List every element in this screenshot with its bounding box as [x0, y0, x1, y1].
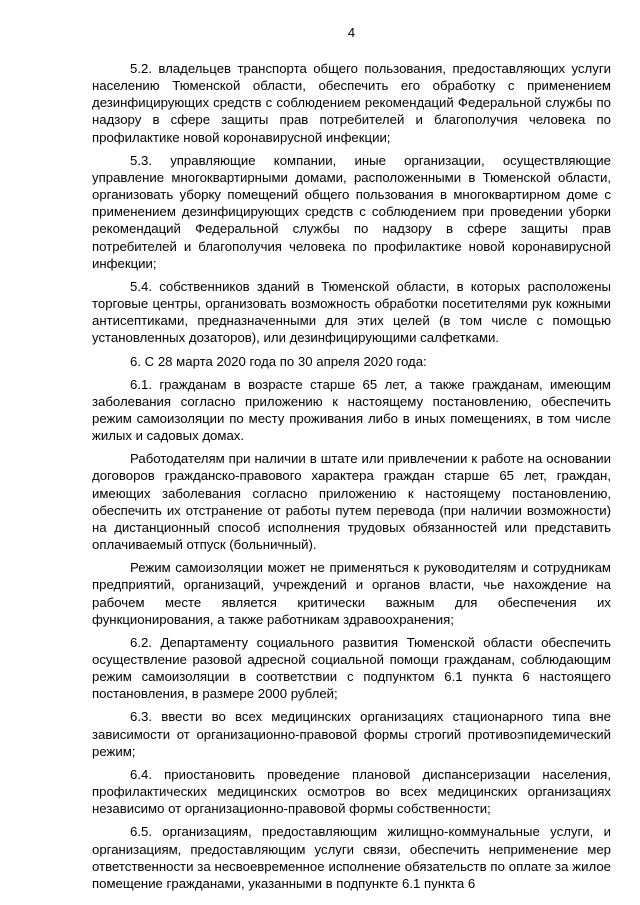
- document-page: [92, 24, 611, 898]
- paragraph-6-1: 6.1. гражданам в возрасте старше 65 лет, а также гражданам, имеющим заболевания согласно приложению к настоящему постановлению, обеспечить режим самоизоляции по месту проживания либо в иных помещениях, в том числе жилых и садовых домах.: [92, 376, 611, 444]
- paragraph-5-2: 5.2. владельцев транспорта общего пользования, предоставляющих услуги населению Тюменской области, обеспечить его обработку с применением дезинфицирующих средств с соблюдением рекомендаций Федеральной службы по надзору в сфере защиты прав потребителей и благополучия человека по профилактике новой коронавирусной инфекции;: [92, 61, 611, 145]
- paragraph-6-3: 6.3. ввести во всех медицинских организациях стационарного типа вне зависимости от организационно-правовой формы строгий противоэпидемический режим;: [92, 709, 611, 759]
- paragraph-6-2: 6.2. Департаменту социального развития Тюменской области обеспечить осуществление разовой адресной социальной помощи гражданам, соблюдающим режим самоизоляции в соответствии с подпунктом 6.1 пункта 6 настоящего постановления, в размере 2000 рублей;: [92, 634, 611, 702]
- paragraph-employers: Работодателям при наличии в штате или привлечении к работе на основании договоров гражданско-правового характера граждан старше 65 лет, граждан, имеющих заболевания согласно приложению к настоящему постановлению, обеспечить их отстранение от работы путем перевода (при наличии возможности) на дистанционный способ исполнения трудовых обязанностей или представить оплачиваемый отпуск (больничный).: [92, 451, 611, 553]
- paragraph-6-5: 6.5. организациям, предоставляющим жилищно-коммунальные услуги, и организациям, предоставляющим услуги связи, обеспечить неприменение мер ответственности за несвоевременное исполнение обязательств по оплате за жилое помещение гражданами, указанными в подпункте 6.1 пункта 6: [92, 824, 611, 891]
- paragraph-self-isolation-exceptions: Режим самоизоляции может не применяться к руководителям и сотрудникам предприятий, организаций, учреждений и органов власти, чье нахождение на рабочем месте является критически важным для обеспечения их функционирования, а также работникам здравоохранения;: [92, 560, 611, 627]
- paragraph-5-3: 5.3. управляющие компании, иные организации, осуществляющие управление многоквартирными домами, расположенными в Тюменской области, организовать уборку помещений общего пользования в многоквартирном доме с применением дезинфицирующих средств с соблюдением при проведении уборки рекомендаций Федеральной службы по надзору в сфере защиты прав потребителей и благополучия человека по профилактике новой коронавирусной инфекции;: [92, 152, 611, 271]
- paragraph-6: 6. С 28 марта 2020 года по 30 апреля 2020 года:: [130, 353, 427, 369]
- page-number: 4: [347, 25, 356, 40]
- paragraph-5-4: 5.4. собственников зданий в Тюменской области, в которых расположены торговые центры, организовать возможность обработки посетителями рук кожными антисептиками, предназначенными для этих целей (в том числе с помощью установленных дозаторов), или дезинфицирующими салфетками.: [92, 278, 611, 346]
- paragraph-6-4: 6.4. приостановить проведение плановой диспансеризации населения, профилактических медицинских осмотров во всех медицинских организациях независимо от организационно-правовой формы собственности;: [92, 766, 611, 817]
